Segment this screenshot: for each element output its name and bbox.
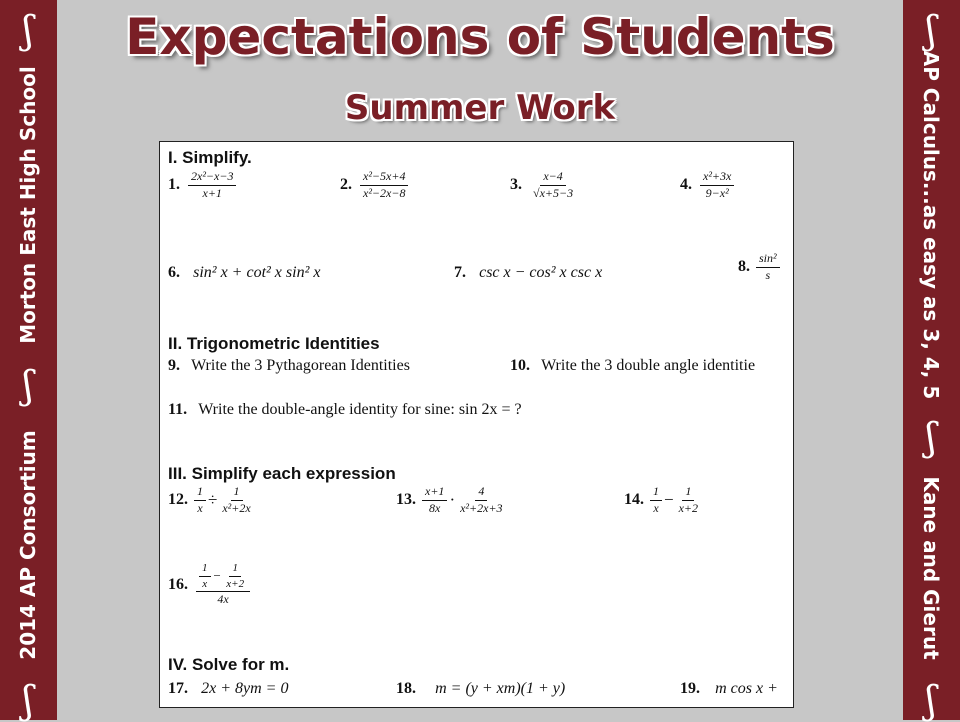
fraction bbox=[223, 562, 247, 590]
right-side-bar bbox=[903, 0, 960, 720]
section-heading: III. Simplify each expression bbox=[168, 464, 396, 483]
problem-number: 12. bbox=[168, 491, 188, 509]
denominator: s bbox=[765, 267, 771, 282]
expression: m cos x + bbox=[715, 680, 778, 697]
problem-number: 8. bbox=[738, 258, 750, 276]
problem-18 bbox=[396, 678, 565, 698]
operator: ÷ bbox=[208, 490, 218, 510]
denominator: x+1 bbox=[202, 185, 222, 200]
numerator: 1 bbox=[650, 485, 662, 501]
numerator: x²+3x bbox=[700, 170, 734, 186]
denominator: √x+5−3 bbox=[533, 185, 574, 200]
consortium-label: 2014 AP Consortium bbox=[16, 430, 40, 660]
integral-icon: ʃ bbox=[22, 678, 34, 722]
expression: csc x − cos² x csc x bbox=[479, 264, 603, 281]
denominator: x bbox=[202, 577, 208, 590]
page-title: Expectations of Students bbox=[125, 8, 835, 66]
denominator: x+2 bbox=[678, 500, 699, 515]
authors-label: Kane and Gierut bbox=[919, 476, 943, 660]
fraction bbox=[530, 170, 576, 201]
expression: 2x + 8ym = 0 bbox=[201, 680, 289, 697]
denominator: x bbox=[197, 500, 203, 515]
problem-number: 6. bbox=[168, 264, 180, 281]
denominator: x²−2x−8 bbox=[363, 185, 406, 200]
fraction bbox=[188, 170, 236, 201]
denominator: 4x bbox=[217, 592, 229, 607]
numerator: 1 bbox=[231, 485, 243, 501]
school-name-label: Morton East High School bbox=[16, 66, 40, 344]
problem-8 bbox=[738, 252, 780, 283]
fraction bbox=[194, 485, 206, 516]
course-motto-label: AP Calculus...as easy as 3, 4, 5 bbox=[919, 50, 943, 400]
integral-icon: ʃ bbox=[925, 678, 937, 722]
problem-2 bbox=[340, 170, 408, 201]
fraction bbox=[756, 252, 780, 283]
problem-11 bbox=[168, 399, 522, 419]
problem-number: 10. bbox=[510, 357, 530, 374]
fraction bbox=[199, 562, 211, 590]
integral-icon: ʃ bbox=[22, 363, 34, 407]
fraction bbox=[422, 485, 447, 516]
section-heading: II. Trigonometric Identities bbox=[168, 334, 380, 353]
complex-fraction bbox=[196, 562, 250, 607]
denominator: x²+2x bbox=[222, 500, 251, 515]
problem-text: Write the 3 Pythagorean Identities bbox=[191, 357, 410, 374]
worksheet-image bbox=[159, 141, 794, 708]
problem-10 bbox=[510, 355, 755, 375]
denominator: 9−x² bbox=[705, 185, 729, 200]
page-subtitle: Summer Work bbox=[344, 88, 616, 128]
fraction bbox=[700, 170, 734, 201]
numerator: 1 bbox=[199, 562, 211, 577]
numerator: 1 bbox=[229, 562, 241, 577]
denominator: x+2 bbox=[226, 577, 245, 590]
numerator: sin² bbox=[756, 252, 780, 268]
problem-number: 16. bbox=[168, 575, 188, 593]
integral-icon: ʃ bbox=[925, 8, 937, 52]
problem-number: 4. bbox=[680, 176, 692, 194]
numerator: x+1 bbox=[422, 485, 447, 501]
numerator: 1 bbox=[194, 485, 206, 501]
section-heading: IV. Solve for m. bbox=[168, 655, 290, 674]
problem-number: 1. bbox=[168, 176, 180, 194]
problem-text: Write the double-angle identity for sine: sin 2x = ? bbox=[198, 401, 522, 418]
problem-number: 9. bbox=[168, 357, 180, 374]
fraction bbox=[219, 485, 253, 516]
operator: − bbox=[664, 490, 674, 510]
problem-7 bbox=[454, 262, 602, 282]
problem-13 bbox=[396, 485, 506, 516]
problem-4 bbox=[680, 170, 734, 201]
problem-1 bbox=[168, 170, 236, 201]
numerator: x²−5x+4 bbox=[360, 170, 408, 186]
numerator: x−4 bbox=[540, 170, 565, 186]
problem-number: 17. bbox=[168, 680, 188, 697]
numerator: 1 bbox=[682, 485, 694, 501]
problem-number: 11. bbox=[168, 401, 188, 418]
problem-9 bbox=[168, 355, 410, 375]
problem-3 bbox=[510, 170, 576, 201]
denominator: 8x bbox=[429, 500, 441, 515]
fraction bbox=[457, 485, 505, 516]
problem-17 bbox=[168, 678, 288, 698]
fraction bbox=[360, 170, 408, 201]
problem-number: 13. bbox=[396, 491, 416, 509]
numerator bbox=[196, 562, 250, 592]
expression: sin² x + cot² x sin² x bbox=[193, 264, 321, 281]
integral-icon: ʃ bbox=[22, 8, 34, 52]
operator: − bbox=[212, 567, 222, 583]
section-heading: I. Simplify. bbox=[168, 148, 252, 167]
integral-icon: ʃ bbox=[925, 415, 937, 459]
problem-number: 18. bbox=[396, 680, 416, 697]
problem-14 bbox=[624, 485, 701, 516]
problem-number: 19. bbox=[680, 680, 700, 697]
left-side-bar bbox=[0, 0, 57, 720]
problem-number: 7. bbox=[454, 264, 466, 281]
problem-12 bbox=[168, 485, 254, 516]
denominator: x bbox=[653, 500, 659, 515]
problem-number: 3. bbox=[510, 176, 522, 194]
problem-text: Write the 3 double angle identitie bbox=[541, 357, 756, 374]
operator: · bbox=[449, 490, 456, 510]
problem-16 bbox=[168, 562, 250, 607]
problem-number: 2. bbox=[340, 176, 352, 194]
numerator: 4 bbox=[475, 485, 487, 501]
fraction bbox=[676, 485, 701, 516]
problem-19 bbox=[680, 678, 778, 698]
problem-number: 14. bbox=[624, 491, 644, 509]
expression: m = (y + xm)(1 + y) bbox=[435, 680, 566, 697]
denominator: x²+2x+3 bbox=[460, 500, 503, 515]
fraction bbox=[650, 485, 662, 516]
numerator: 2x²−x−3 bbox=[188, 170, 236, 186]
problem-6 bbox=[168, 262, 320, 282]
